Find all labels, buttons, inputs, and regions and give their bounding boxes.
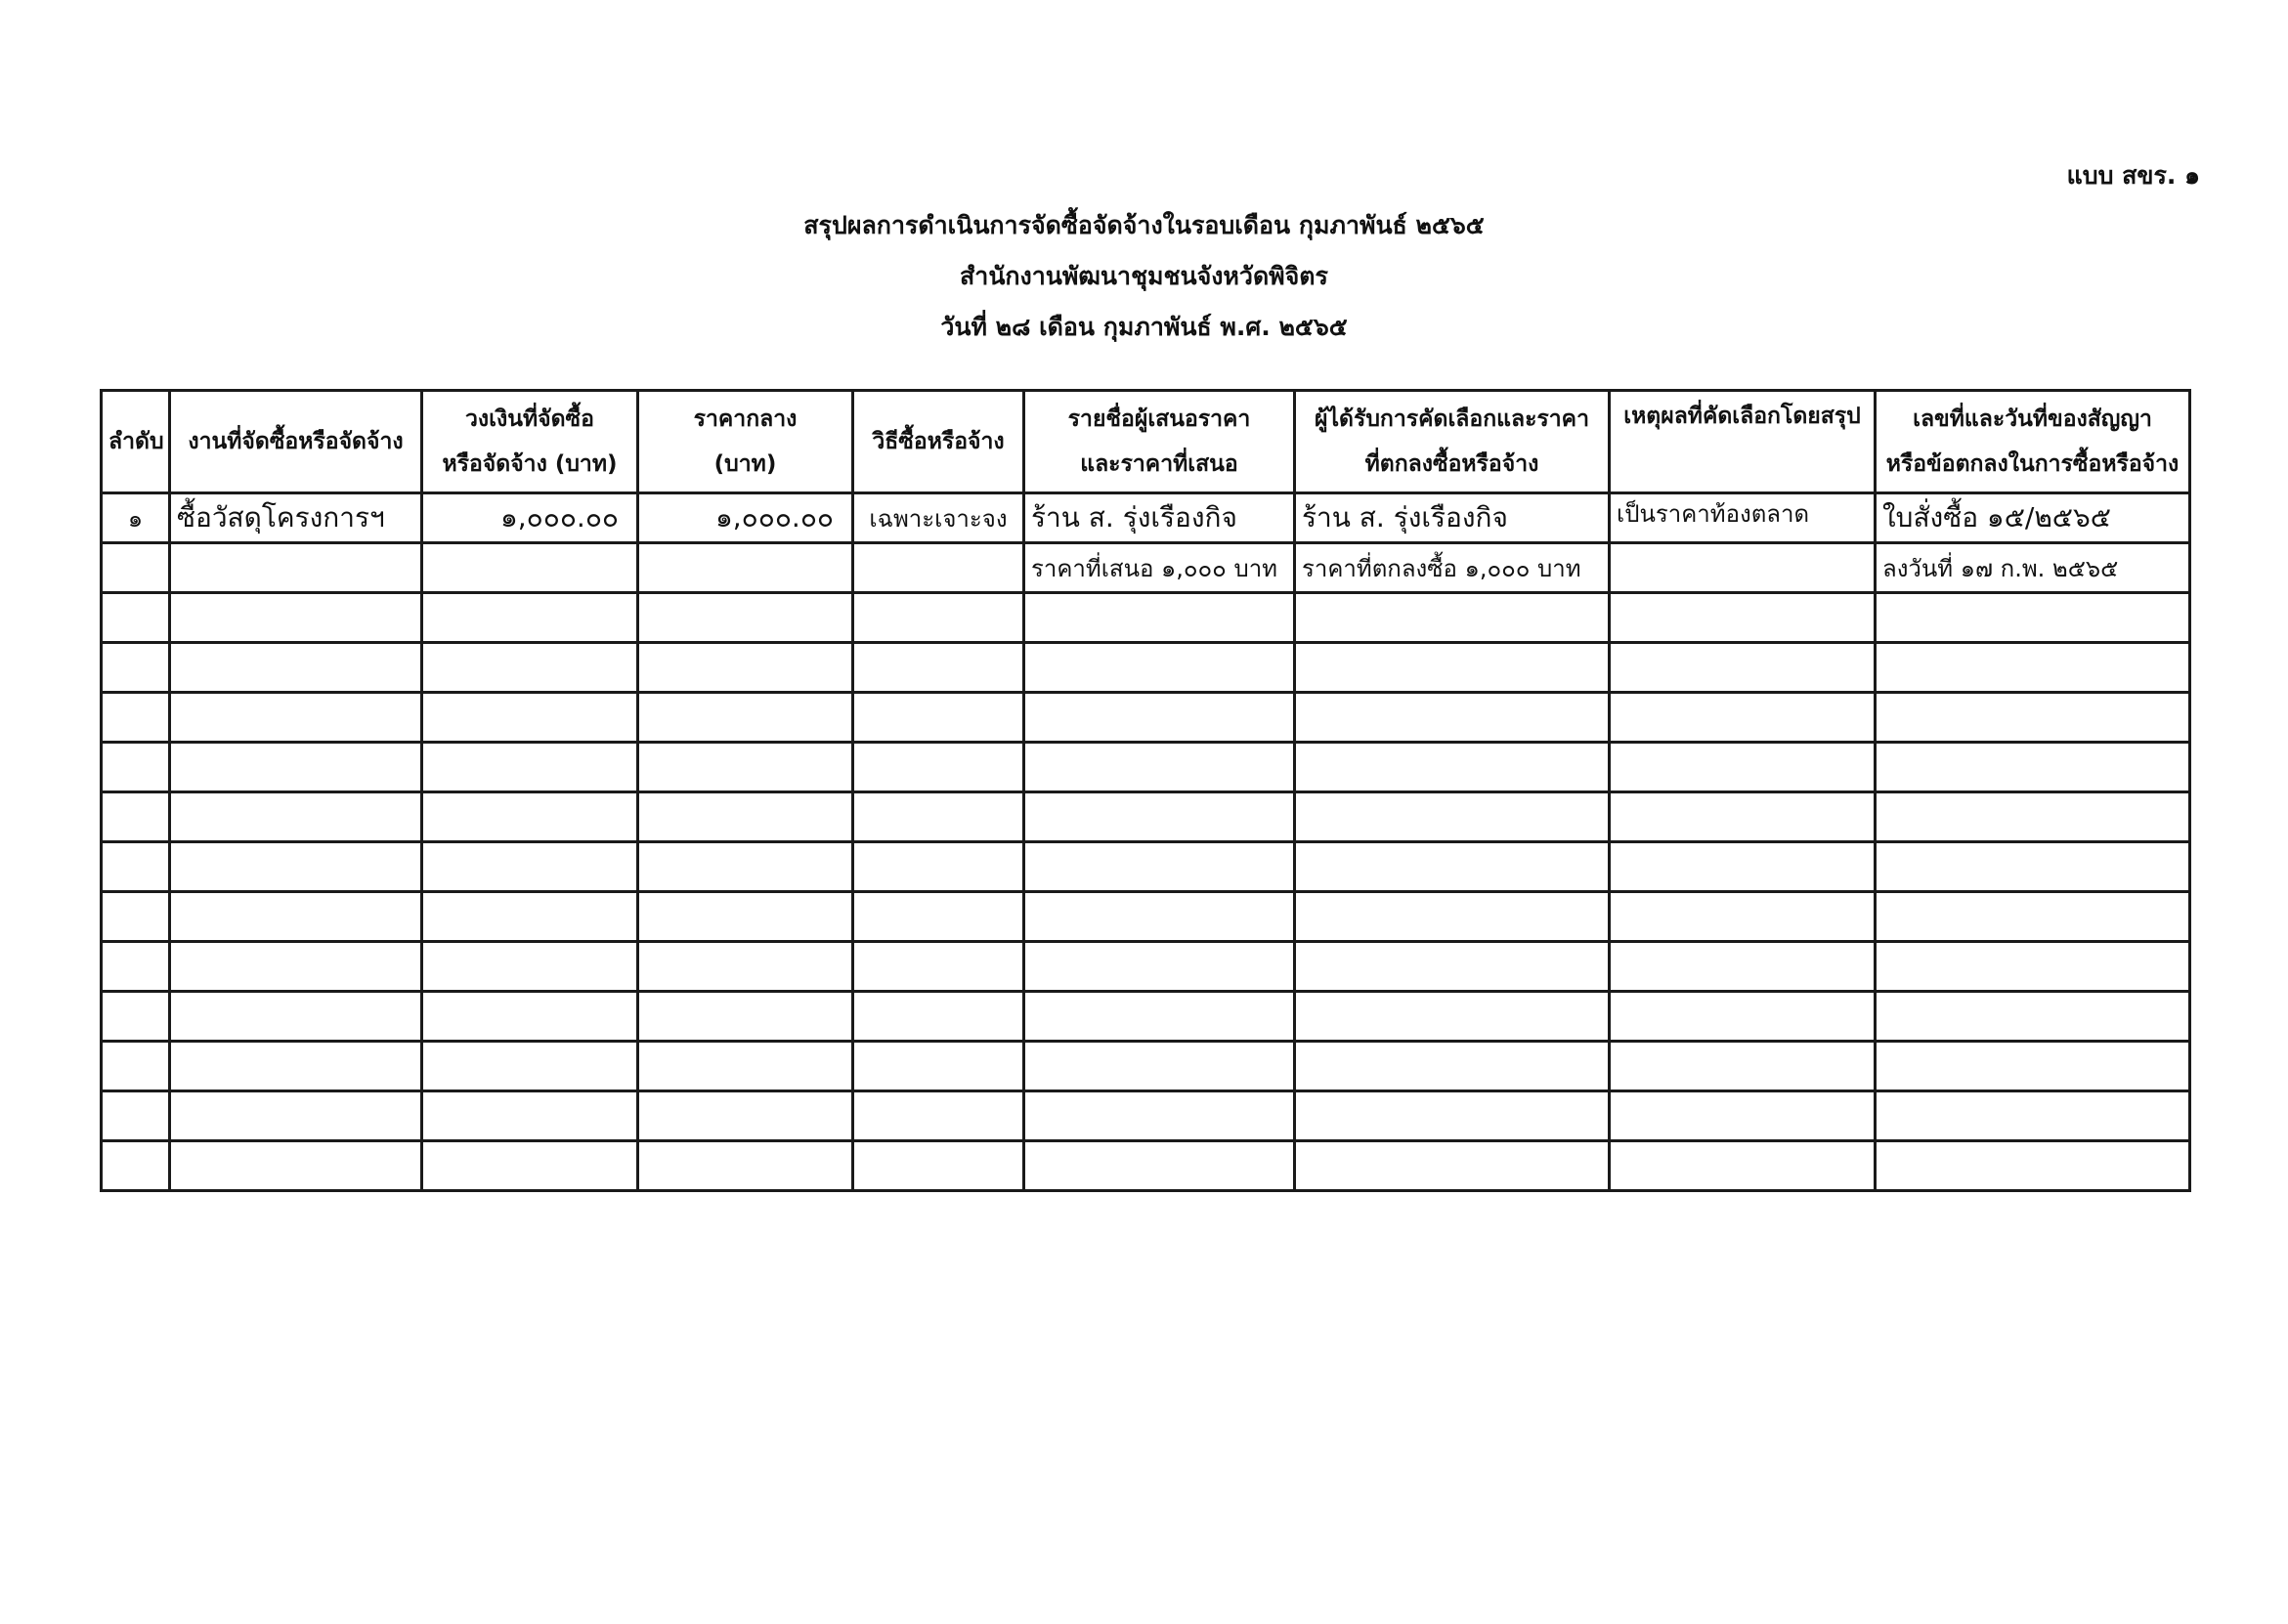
document-header [0, 200, 2288, 353]
table-row [102, 1042, 2190, 1091]
table-row [102, 743, 2190, 792]
cell-bidder: ร้าน ส. รุ่งเรืองกิจ [1024, 493, 1295, 543]
header-winner: ผู้ได้รับการคัดเลือกและราคา ที่ตกลงซื้อหรือจ้าง [1295, 391, 1610, 493]
cell-method: เฉพาะเจาะจง [853, 493, 1024, 543]
cell-median-price: ๑,๐๐๐.๐๐ [638, 493, 853, 543]
cell-contract: ใบสั่งซื้อ ๑๕/๒๕๖๕ [1876, 493, 2190, 543]
header-bidders: รายชื่อผู้เสนอราคา และราคาที่เสนอ [1024, 391, 1295, 493]
cell-item: ซื้อวัสดุโครงการฯ [170, 493, 422, 543]
form-code: แบบ สขร. ๑ [2066, 161, 2200, 190]
table-row [102, 892, 2190, 942]
table-row [102, 643, 2190, 693]
table-row [102, 593, 2190, 643]
procurement-summary-table [100, 389, 2191, 1192]
table-row [102, 992, 2190, 1042]
table-header-row [102, 391, 2190, 493]
report-date: วันที่ ๒๘ เดือน กุมภาพันธ์ พ.ศ. ๒๕๖๕ [940, 313, 1348, 341]
table-row [102, 493, 2190, 543]
cell-reason: เป็นราคาท้องตลาด [1610, 493, 1876, 543]
table-row [102, 792, 2190, 842]
header-median-price: ราคากลาง (บาท) [638, 391, 853, 493]
table-row [102, 842, 2190, 892]
table-row [102, 693, 2190, 743]
header-budget: วงเงินที่จัดซื้อ หรือจัดจ้าง (บาท) [422, 391, 638, 493]
header-item: งานที่จัดซื้อหรือจัดจ้าง [170, 391, 422, 493]
table-row [102, 1091, 2190, 1141]
table-row [102, 543, 2190, 593]
document-title: สรุปผลการดำเนินการจัดซื้อจัดจ้างในรอบเดือน กุมภาพันธ์ ๒๕๖๕ [803, 211, 1485, 239]
cell-winner: ร้าน ส. รุ่งเรืองกิจ [1295, 493, 1610, 543]
header-method: วิธีซื้อหรือจ้าง [853, 391, 1024, 493]
cell-agreed-price: ราคาที่ตกลงซื้อ ๑,๐๐๐ บาท [1295, 543, 1610, 593]
agency-name: สำนักงานพัฒนาชุมชนจังหวัดพิจิตร [960, 262, 1328, 290]
table-row [102, 1141, 2190, 1191]
header-no: ลำดับ [102, 391, 170, 493]
cell-bid-price: ราคาที่เสนอ ๑,๐๐๐ บาท [1024, 543, 1295, 593]
cell-budget: ๑,๐๐๐.๐๐ [422, 493, 638, 543]
cell-no: ๑ [102, 493, 170, 543]
header-reason: เหตุผลที่คัดเลือกโดยสรุป [1610, 391, 1876, 493]
cell-contract-date: ลงวันที่ ๑๗ ก.พ. ๒๕๖๕ [1876, 543, 2190, 593]
header-contract: เลขที่และวันที่ของสัญญา หรือข้อตกลงในการซื้อหรือจ้าง [1876, 391, 2190, 493]
table-row [102, 942, 2190, 992]
